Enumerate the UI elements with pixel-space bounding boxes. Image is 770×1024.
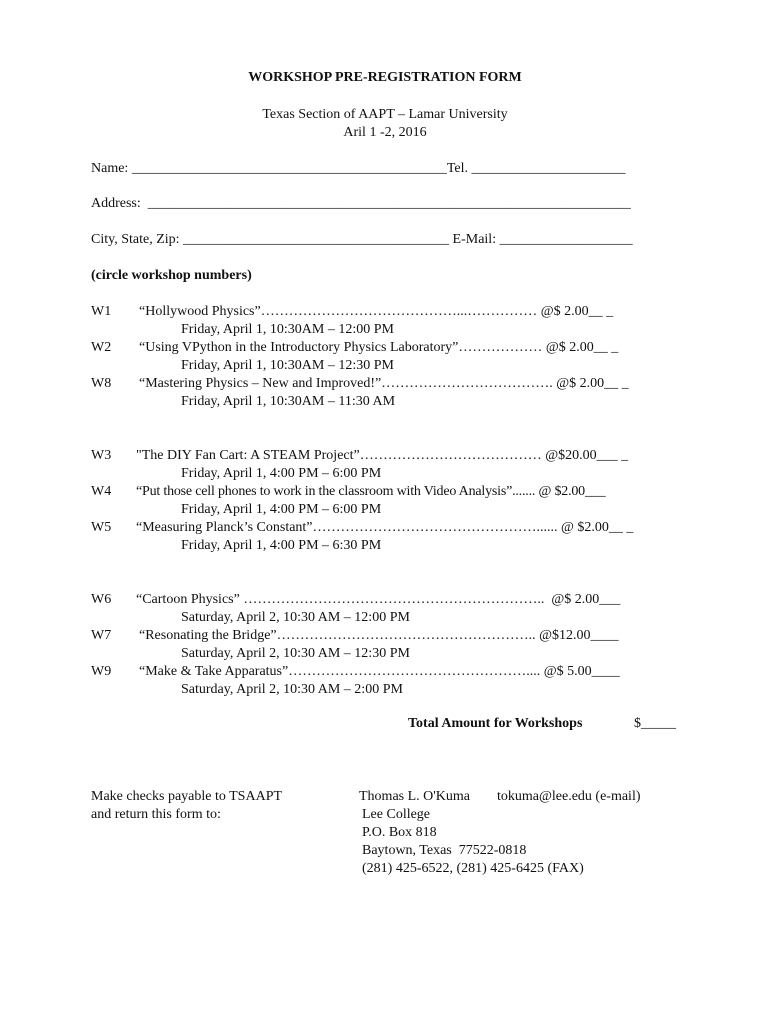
form-title: WORKSHOP PRE-REGISTRATION FORM xyxy=(248,70,522,85)
workshop-row-w7[interactable] xyxy=(0,627,770,663)
workshop-title: “Using VPython in the Introductory Physics Laboratory”……………… @$ 2.00__ _ xyxy=(139,340,619,355)
workshop-time: Friday, April 1, 4:00 PM – 6:00 PM xyxy=(181,502,382,517)
workshop-code: W3 xyxy=(91,448,112,463)
total-amount-field[interactable]: $_____ xyxy=(634,716,676,731)
workshop-row-w9[interactable] xyxy=(0,663,770,699)
name-tel-field[interactable]: Name: _____________________________________________Tel. ______________________ xyxy=(91,161,626,176)
contact-city: Baytown, Texas 77522-0818 xyxy=(362,843,527,858)
workshop-time: Saturday, April 2, 10:30 AM – 2:00 PM xyxy=(181,682,403,697)
workshop-row-w3[interactable] xyxy=(0,447,770,483)
workshop-code: W4 xyxy=(91,484,112,499)
workshop-row-w2[interactable] xyxy=(0,339,770,375)
workshop-title: “Resonating the Bridge”……………………………………………….. @$12.00____ xyxy=(139,628,619,643)
workshop-title: “Make & Take Apparatus”…………………………………………….... @$ 5.00____ xyxy=(139,664,620,679)
workshop-code: W8 xyxy=(91,376,112,391)
workshop-code: W7 xyxy=(91,628,112,643)
workshop-title: “Hollywood Physics”……………………………………...…………… @$ 2.00__ _ xyxy=(139,304,614,319)
workshop-row-w5[interactable] xyxy=(0,519,770,555)
workshop-code: W1 xyxy=(91,304,112,319)
workshop-row-w8[interactable] xyxy=(0,375,770,411)
workshop-time: Friday, April 1, 10:30AM – 12:30 PM xyxy=(181,358,394,373)
workshop-title: “Measuring Planck’s Constant”…………………………………………...... @ $2.00__ _ xyxy=(136,520,634,535)
contact-name: Thomas L. O'Kuma xyxy=(359,789,471,804)
workshop-title: “Cartoon Physics” ……………………………………………………….. @$ 2.00___ xyxy=(136,592,621,607)
instruction-text: (circle workshop numbers) xyxy=(91,268,252,283)
total-label: Total Amount for Workshops xyxy=(408,716,583,731)
workshop-time: Friday, April 1, 4:00 PM – 6:30 PM xyxy=(181,538,382,553)
form-subtitle: Texas Section of AAPT – Lamar University xyxy=(262,107,508,122)
workshop-time: Friday, April 1, 10:30AM – 11:30 AM xyxy=(181,394,396,409)
form-dates: Aril 1 -2, 2016 xyxy=(343,125,427,140)
workshop-code: W6 xyxy=(91,592,112,607)
contact-po-box: P.O. Box 818 xyxy=(362,825,437,840)
workshop-code: W5 xyxy=(91,520,112,535)
workshop-row-w1[interactable] xyxy=(0,303,770,339)
workshop-time: Friday, April 1, 4:00 PM – 6:00 PM xyxy=(181,466,382,481)
workshop-title: “Put those cell phones to work in the classroom with Video Analysis”....... @ $2.00___ xyxy=(136,484,606,499)
workshop-time: Saturday, April 2, 10:30 AM – 12:30 PM xyxy=(181,646,410,661)
contact-organization: Lee College xyxy=(362,807,431,822)
workshop-title: “Mastering Physics – New and Improved!”………………………………. @$ 2.00__ _ xyxy=(139,376,629,391)
contact-email: tokuma@lee.edu (e-mail) xyxy=(497,789,641,804)
contact-phone: (281) 425-6522, (281) 425-6425 (FAX) xyxy=(362,861,584,876)
payment-instruction: Make checks payable to TSAAPT xyxy=(91,789,283,804)
workshop-time: Friday, April 1, 10:30AM – 12:00 PM xyxy=(181,322,394,337)
payment-instruction-2: and return this form to: xyxy=(91,807,221,822)
workshop-row-w6[interactable] xyxy=(0,591,770,627)
address-field[interactable]: Address: _____________________________________________________________________ xyxy=(91,196,631,211)
workshop-time: Saturday, April 2, 10:30 AM – 12:00 PM xyxy=(181,610,410,625)
workshop-row-w4[interactable] xyxy=(0,483,770,519)
workshop-title: "The DIY Fan Cart: A STEAM Project”………………………………… @$20.00___ _ xyxy=(136,448,629,463)
workshop-code: W2 xyxy=(91,340,112,355)
workshop-code: W9 xyxy=(91,664,112,679)
city-email-field[interactable]: City, State, Zip: ______________________________________ E-Mail: ___________________ xyxy=(91,232,633,247)
